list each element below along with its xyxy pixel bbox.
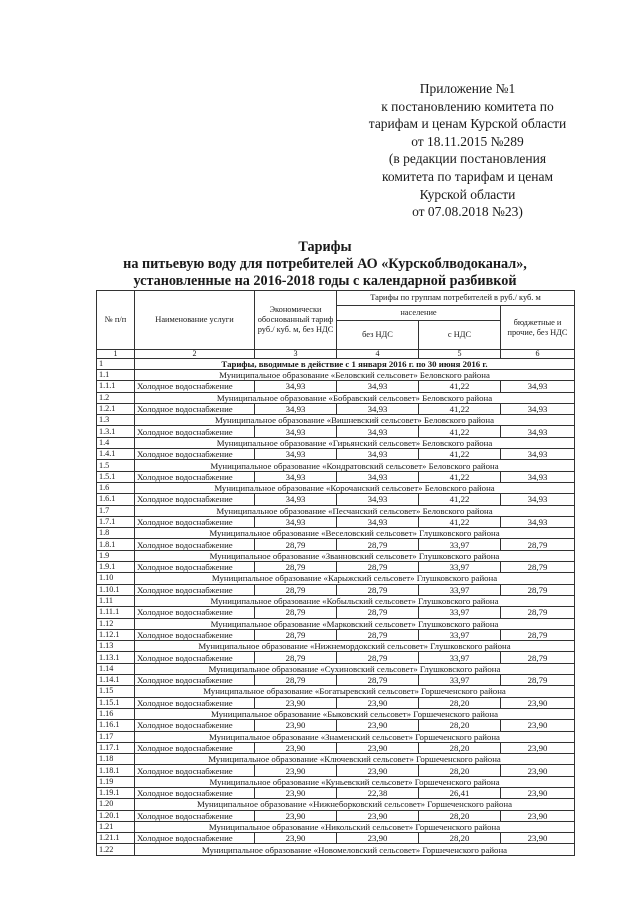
service-name: Холодное водоснабжение <box>135 607 255 618</box>
title-line: установленные на 2016-2018 годы с календарной разбивкой <box>133 273 517 289</box>
row-number: 1.8 <box>97 528 135 539</box>
service-name: Холодное водоснабжение <box>135 833 255 844</box>
tariff-row <box>97 833 575 844</box>
municipality-name: Муниципальное образование «Гирьянский сельсовет» Беловского района <box>135 437 575 448</box>
tariff-without-vat: 23,90 <box>337 765 419 776</box>
municipality-name: Муниципальное образование «Богатыревский сельсовет» Горшеченского района <box>135 686 575 697</box>
row-number: 1.3 <box>97 415 135 426</box>
municipality-name: Муниципальное образование «Сухиновский сельсовет» Глушковского района <box>135 663 575 674</box>
tariff-budget: 34,93 <box>501 494 575 505</box>
tariff-row <box>97 449 575 460</box>
tariff-budget: 28,79 <box>501 562 575 573</box>
row-number: 1.15.1 <box>97 697 135 708</box>
tariff-budget: 28,79 <box>501 607 575 618</box>
tariff-with-vat: 41,22 <box>419 494 501 505</box>
tariff-budget: 23,90 <box>501 765 575 776</box>
municipality-row <box>97 686 575 697</box>
tariff-without-vat: 23,90 <box>337 810 419 821</box>
municipality-name: Муниципальное образование «Песчанский сельсовет» Беловского района <box>135 505 575 516</box>
tariff-with-vat: 41,22 <box>419 471 501 482</box>
municipality-name: Муниципальное образование «Ключевский сельсовет» Горшеченского района <box>135 754 575 765</box>
row-number: 1.11 <box>97 595 135 606</box>
municipality-name: Муниципальное образование «Веселовский сельсовет» Глушковского района <box>135 528 575 539</box>
justified-tariff: 34,93 <box>255 494 337 505</box>
tariff-with-vat: 26,41 <box>419 787 501 798</box>
column-number: 3 <box>255 350 337 359</box>
municipality-row <box>97 731 575 742</box>
section-title: Тарифы, вводимые в действие с 1 января 2016 г. по 30 июня 2016 г. <box>135 359 575 370</box>
municipality-row <box>97 528 575 539</box>
municipality-name: Муниципальное образование «Знаменский сельсовет» Горшеченского района <box>135 731 575 742</box>
municipality-name: Муниципальное образование «Нижнемордокский сельсовет» Глушковского района <box>135 641 575 652</box>
municipality-name: Муниципальное образование «Куньевский сельсовет» Горшеченского района <box>135 776 575 787</box>
tariff-without-vat: 28,79 <box>337 629 419 640</box>
row-number: 1.16 <box>97 708 135 719</box>
justified-tariff: 34,93 <box>255 381 337 392</box>
tariff-without-vat: 28,79 <box>337 607 419 618</box>
column-number: 4 <box>337 350 419 359</box>
municipality-row <box>97 618 575 629</box>
tariff-without-vat: 28,79 <box>337 652 419 663</box>
tariff-budget: 34,93 <box>501 516 575 527</box>
tariff-budget: 28,79 <box>501 539 575 550</box>
tariff-with-vat: 28,20 <box>419 833 501 844</box>
service-name: Холодное водоснабжение <box>135 539 255 550</box>
tariff-with-vat: 33,97 <box>419 629 501 640</box>
tariff-without-vat: 28,79 <box>337 539 419 550</box>
header-budget: бюджетные и прочие, без НДС <box>501 306 575 350</box>
tariff-row <box>97 494 575 505</box>
tariff-row <box>97 720 575 731</box>
tariff-with-vat: 33,97 <box>419 584 501 595</box>
row-number: 1.17 <box>97 731 135 742</box>
column-number: 1 <box>97 350 135 359</box>
tariff-budget: 23,90 <box>501 810 575 821</box>
tariff-with-vat: 33,97 <box>419 652 501 663</box>
service-name: Холодное водоснабжение <box>135 449 255 460</box>
tariff-without-vat: 34,93 <box>337 516 419 527</box>
row-number: 1.2.1 <box>97 403 135 414</box>
municipality-row <box>97 437 575 448</box>
municipality-row <box>97 573 575 584</box>
tariff-row <box>97 652 575 663</box>
tariff-with-vat: 41,22 <box>419 403 501 414</box>
tariff-with-vat: 28,20 <box>419 742 501 753</box>
municipality-row <box>97 415 575 426</box>
header-consumer-groups: Тарифы по группам потребителей в руб./ куб. м <box>337 291 575 306</box>
municipality-row <box>97 776 575 787</box>
municipality-name: Муниципальное образование «Нижнеборковский сельсовет» Горшеченского района <box>135 799 575 810</box>
row-number: 1.12 <box>97 618 135 629</box>
row-number: 1.1 <box>97 370 135 381</box>
tariff-with-vat: 41,22 <box>419 381 501 392</box>
appendix-line: Приложение №1 <box>419 81 516 96</box>
service-name: Холодное водоснабжение <box>135 675 255 686</box>
municipality-name: Муниципальное образование «Званновский сельсовет» Глушковского района <box>135 550 575 561</box>
appendix-line: Курской области <box>419 186 516 202</box>
municipality-name: Муниципальное образование «Кобыльский сельсовет» Глушковского района <box>135 595 575 606</box>
service-name: Холодное водоснабжение <box>135 562 255 573</box>
tariff-row <box>97 765 575 776</box>
tariff-without-vat: 23,90 <box>337 833 419 844</box>
tariff-row <box>97 539 575 550</box>
row-number: 1.21 <box>97 821 135 832</box>
tariff-with-vat: 28,20 <box>419 720 501 731</box>
municipality-row <box>97 844 575 855</box>
appendix-line: от 18.11.2015 №289 <box>411 133 524 149</box>
municipality-name: Муниципальное образование «Кондратовский сельсовет» Беловского района <box>135 460 575 471</box>
tariff-without-vat: 34,93 <box>337 426 419 437</box>
municipality-name: Муниципальное образование «Бобравский сельсовет» Беловского района <box>135 392 575 403</box>
tariff-row <box>97 607 575 618</box>
justified-tariff: 28,79 <box>255 675 337 686</box>
appendix-block <box>345 80 590 221</box>
service-name: Холодное водоснабжение <box>135 742 255 753</box>
header-service: Наименование услуги <box>135 291 255 350</box>
row-number: 1.5 <box>97 460 135 471</box>
tariff-without-vat: 28,79 <box>337 675 419 686</box>
row-number: 1.21.1 <box>97 833 135 844</box>
service-name: Холодное водоснабжение <box>135 720 255 731</box>
tariff-budget: 23,90 <box>501 697 575 708</box>
tariff-with-vat: 33,97 <box>419 562 501 573</box>
row-number: 1.11.1 <box>97 607 135 618</box>
municipality-row <box>97 708 575 719</box>
row-number: 1.10.1 <box>97 584 135 595</box>
tariff-row <box>97 562 575 573</box>
municipality-row <box>97 550 575 561</box>
tariff-with-vat: 33,97 <box>419 675 501 686</box>
municipality-row <box>97 505 575 516</box>
row-number: 1.9 <box>97 550 135 561</box>
justified-tariff: 23,90 <box>255 742 337 753</box>
service-name: Холодное водоснабжение <box>135 381 255 392</box>
row-number: 1.17.1 <box>97 742 135 753</box>
municipality-name: Муниципальное образование «Марковский сельсовет» Глушковского района <box>135 618 575 629</box>
service-name: Холодное водоснабжение <box>135 652 255 663</box>
municipality-name: Муниципальное образование «Карыжский сельсовет» Глушковского района <box>135 573 575 584</box>
tariff-budget: 34,93 <box>501 449 575 460</box>
municipality-row <box>97 482 575 493</box>
tariff-without-vat: 34,93 <box>337 403 419 414</box>
row-number: 1.18.1 <box>97 765 135 776</box>
justified-tariff: 28,79 <box>255 629 337 640</box>
row-number: 1.7 <box>97 505 135 516</box>
tariff-row <box>97 584 575 595</box>
municipality-name: Муниципальное образование «Новомеловский сельсовет» Горшеченского района <box>135 844 575 855</box>
justified-tariff: 28,79 <box>255 652 337 663</box>
municipality-row <box>97 799 575 810</box>
justified-tariff: 23,90 <box>255 833 337 844</box>
tariff-row <box>97 675 575 686</box>
tariff-with-vat: 28,20 <box>419 765 501 776</box>
justified-tariff: 28,79 <box>255 539 337 550</box>
tariff-with-vat: 28,20 <box>419 697 501 708</box>
appendix-line: от 07.08.2018 №23) <box>412 204 523 220</box>
justified-tariff: 34,93 <box>255 403 337 414</box>
tariff-row <box>97 787 575 798</box>
municipality-row <box>97 370 575 381</box>
justified-tariff: 23,90 <box>255 787 337 798</box>
tariff-without-vat: 34,93 <box>337 494 419 505</box>
tariff-budget: 28,79 <box>501 584 575 595</box>
tariff-budget: 34,93 <box>501 403 575 414</box>
tariff-without-vat: 34,93 <box>337 449 419 460</box>
justified-tariff: 34,93 <box>255 471 337 482</box>
service-name: Холодное водоснабжение <box>135 426 255 437</box>
justified-tariff: 28,79 <box>255 562 337 573</box>
service-name: Холодное водоснабжение <box>135 584 255 595</box>
tariff-row <box>97 426 575 437</box>
row-number: 1.13.1 <box>97 652 135 663</box>
title-line: Тарифы <box>298 239 352 255</box>
tariff-row <box>97 629 575 640</box>
tariff-budget: 34,93 <box>501 471 575 482</box>
row-number: 1.8.1 <box>97 539 135 550</box>
municipality-name: Муниципальное образование «Беловский сельсовет» Беловского района <box>135 370 575 381</box>
tariff-row <box>97 516 575 527</box>
service-name: Холодное водоснабжение <box>135 471 255 482</box>
row-number: 1.4 <box>97 437 135 448</box>
row-number: 1.20 <box>97 799 135 810</box>
tariff-without-vat: 22,38 <box>337 787 419 798</box>
row-number: 1.5.1 <box>97 471 135 482</box>
justified-tariff: 34,93 <box>255 426 337 437</box>
header-justified-tariff: Экономически обоснованный тариф руб./ куб. м, без НДС <box>255 291 337 350</box>
row-number: 1.16.1 <box>97 720 135 731</box>
justified-tariff: 34,93 <box>255 449 337 460</box>
column-number: 2 <box>135 350 255 359</box>
appendix-line: (в редакции постановления <box>388 151 547 167</box>
row-number: 1.22 <box>97 844 135 855</box>
header-with-vat: с НДС <box>419 321 501 350</box>
tariff-with-vat: 33,97 <box>419 539 501 550</box>
tariff-without-vat: 34,93 <box>337 381 419 392</box>
tariff-without-vat: 23,90 <box>337 697 419 708</box>
justified-tariff: 28,79 <box>255 584 337 595</box>
row-number: 1.6 <box>97 482 135 493</box>
tariff-table <box>96 290 575 856</box>
tariff-without-vat: 23,90 <box>337 742 419 753</box>
row-number: 1.19.1 <box>97 787 135 798</box>
tariff-budget: 28,79 <box>501 675 575 686</box>
tariff-with-vat: 41,22 <box>419 426 501 437</box>
appendix-line: к постановлению комитета по <box>381 98 554 114</box>
row-number: 1.14 <box>97 663 135 674</box>
tariff-budget: 23,90 <box>501 833 575 844</box>
section-number: 1 <box>97 359 135 370</box>
column-number: 6 <box>501 350 575 359</box>
municipality-row <box>97 821 575 832</box>
municipality-row <box>97 754 575 765</box>
row-number: 1.4.1 <box>97 449 135 460</box>
tariff-budget: 23,90 <box>501 742 575 753</box>
service-name: Холодное водоснабжение <box>135 403 255 414</box>
municipality-row <box>97 641 575 652</box>
row-number: 1.18 <box>97 754 135 765</box>
tariff-row <box>97 810 575 821</box>
tariff-row <box>97 697 575 708</box>
tariff-with-vat: 41,22 <box>419 516 501 527</box>
row-number: 1.14.1 <box>97 675 135 686</box>
tariff-with-vat: 33,97 <box>419 607 501 618</box>
tariff-budget: 23,90 <box>501 787 575 798</box>
justified-tariff: 23,90 <box>255 720 337 731</box>
row-number: 1.1.1 <box>97 381 135 392</box>
document-title <box>100 239 550 290</box>
municipality-row <box>97 392 575 403</box>
justified-tariff: 23,90 <box>255 697 337 708</box>
municipality-row <box>97 663 575 674</box>
header-population: население <box>337 306 501 321</box>
justified-tariff: 34,93 <box>255 516 337 527</box>
tariff-budget: 28,79 <box>501 652 575 663</box>
tariff-row <box>97 403 575 414</box>
tariff-without-vat: 28,79 <box>337 562 419 573</box>
tariff-row <box>97 381 575 392</box>
tariff-row <box>97 471 575 482</box>
municipality-name: Муниципальное образование «Вишневский сельсовет» Беловского района <box>135 415 575 426</box>
justified-tariff: 23,90 <box>255 765 337 776</box>
service-name: Холодное водоснабжение <box>135 629 255 640</box>
service-name: Холодное водоснабжение <box>135 697 255 708</box>
appendix-line: тарифам и ценам Курской области <box>368 116 567 132</box>
header-without-vat: без НДС <box>337 321 419 350</box>
municipality-name: Муниципальное образование «Быковский сельсовет» Горшеченского района <box>135 708 575 719</box>
row-number: 1.6.1 <box>97 494 135 505</box>
row-number: 1.9.1 <box>97 562 135 573</box>
title-line: на питьевую воду для потребителей АО «Курскоблводоканал», <box>123 256 527 272</box>
row-number: 1.15 <box>97 686 135 697</box>
header-num: № п/п <box>97 291 135 350</box>
tariff-with-vat: 28,20 <box>419 810 501 821</box>
tariff-without-vat: 28,79 <box>337 584 419 595</box>
row-number: 1.12.1 <box>97 629 135 640</box>
appendix-line: комитета по тарифам и ценам <box>381 168 554 184</box>
row-number: 1.2 <box>97 392 135 403</box>
row-number: 1.13 <box>97 641 135 652</box>
tariff-budget: 34,93 <box>501 381 575 392</box>
service-name: Холодное водоснабжение <box>135 494 255 505</box>
tariff-without-vat: 34,93 <box>337 471 419 482</box>
justified-tariff: 28,79 <box>255 607 337 618</box>
tariff-with-vat: 41,22 <box>419 449 501 460</box>
justified-tariff: 23,90 <box>255 810 337 821</box>
row-number: 1.10 <box>97 573 135 584</box>
service-name: Холодное водоснабжение <box>135 810 255 821</box>
municipality-row <box>97 460 575 471</box>
row-number: 1.20.1 <box>97 810 135 821</box>
municipality-name: Муниципальное образование «Никольский сельсовет» Горшеченского района <box>135 821 575 832</box>
row-number: 1.19 <box>97 776 135 787</box>
tariff-budget: 34,93 <box>501 426 575 437</box>
row-number: 1.7.1 <box>97 516 135 527</box>
service-name: Холодное водоснабжение <box>135 787 255 798</box>
column-number: 5 <box>419 350 501 359</box>
municipality-name: Муниципальное образование «Корочанский сельсовет» Беловского района <box>135 482 575 493</box>
row-number: 1.3.1 <box>97 426 135 437</box>
tariff-budget: 28,79 <box>501 629 575 640</box>
tariff-row <box>97 742 575 753</box>
service-name: Холодное водоснабжение <box>135 516 255 527</box>
municipality-row <box>97 595 575 606</box>
service-name: Холодное водоснабжение <box>135 765 255 776</box>
tariff-budget: 23,90 <box>501 720 575 731</box>
tariff-without-vat: 23,90 <box>337 720 419 731</box>
